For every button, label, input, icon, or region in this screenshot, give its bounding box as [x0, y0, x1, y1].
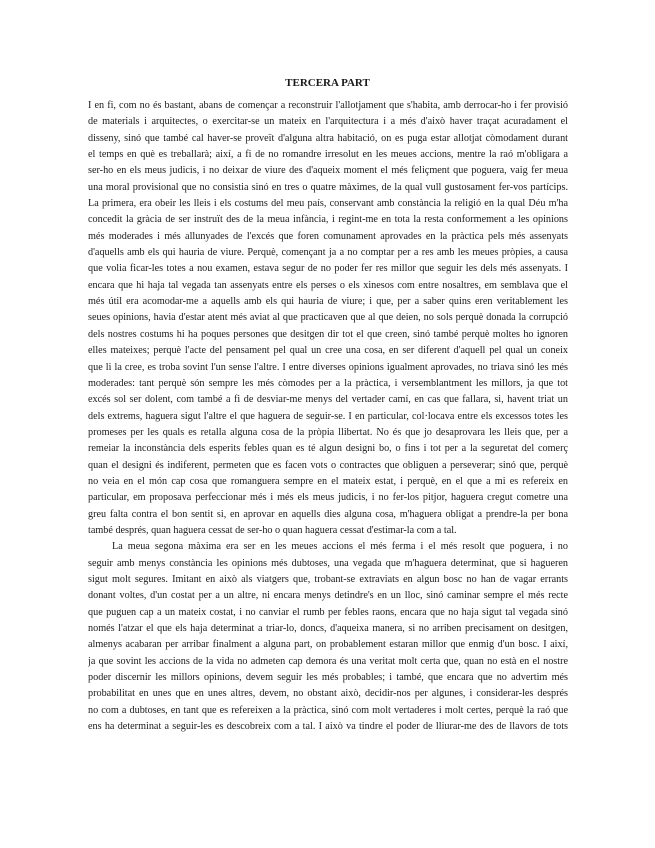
text-line: greu falta contra el bon sentit si, en aprovar en aquells dies alguna cosa, m'haguera obligat a prendre-la per bona [88, 508, 568, 520]
text-line: promeses per les quals es retalla alguna cosa de la pròpia llibertat. No és que jo desaprovara les lleis que, per a [88, 426, 568, 438]
text-line: encara que hi haja tal vegada tan assenyats entre els perses o els xinesos com entre nosaltres, em semblava que el [88, 279, 568, 291]
text-line: d'aquells amb els qui hauria de viure. Perquè, començant ja a no comptar per a res amb les meues pròpies, a causa [88, 247, 568, 259]
text-line: concedit la gràcia de ser instruït des de la meua infància, i regint-me en tota la resta conformement a les opinions [88, 214, 568, 226]
text-line: no veia en el món cap cosa que romanguera sempre en el mateix estat, i perquè, en el que a mi es refereix en [88, 475, 568, 487]
text-line: particular, em proposava perfeccionar més i més els meus judicis, i no fer-los pitjor, haguera cregut cometre una [88, 492, 568, 504]
text-line: almenys acabaran per arribar finalment a alguna part, on probablement estaran millor que enmig d'un bosc. I així, [88, 639, 568, 651]
text-line: ser-ho en els meus judicis, i no deixar de viure des d'aqueix moment el més feliçment que poguera, vaig fer meua [88, 165, 568, 177]
text-line: seguir amb menys constància les opinions més dubtoses, una vegada que m'haguera determinat, que si hagueren [88, 557, 568, 569]
text-line: més útil era acomodar-me a aquells amb els qui hauria de viure; i que, per a saber quins eren veritablement les [88, 296, 568, 308]
text-line: que li la cree, es troba sovint l'un sense l'altre. I entre diverses opinions igualment aprovades, no triava sinó les més [88, 361, 568, 373]
text-line: La primera, era obeir les lleis i els costums del meu país, conservant amb constància la religió en la qual Déu m'ha [88, 198, 568, 210]
text-line: ens ha determinat a seguir-les es descobreix com a tal. I això va tindre el poder de lliurar-me des de llavors de tots [88, 721, 568, 733]
text-line: quan el designi és indiferent, permeten que es facen vots o contractes que obliguen a perseverar; sinó que, perquè [88, 459, 568, 471]
text-line: dels extrems, haguera sigut l'altre el que haguera de seguir-se. I en particular, col·locava entre els excessos totes les [88, 410, 568, 422]
text-line: una moral provisional que no consistia sinó en tres o quatre màximes, de la qual vull gustosament fer-vos partícips. [88, 181, 568, 193]
text-line: el temps en què es treballarà; així, a fi de no romandre irresolut en les meues accions, mentre la raó m'obligara a [88, 149, 568, 161]
text-line: remeiar la inconstància dels esperits febles quan es té algun designi bo, o fins i tot per a la seguretat del comerç [88, 443, 568, 455]
body-text [88, 98, 568, 735]
text-line: dels nostres costums hi ha poques persones que desitgen dir tot el que creen, sinó també perquè moltes ho ignoren [88, 328, 568, 340]
text-line: I en fi, com no és bastant, abans de començar a reconstruir l'allotjament que s'habita, amb derrocar-ho i fer provisió [88, 100, 568, 111]
section-heading: TERCERA PART [285, 77, 370, 89]
text-line: elles mateixes; perquè l'acte del pensament pel qual un cree una cosa, en ser diferent d'aquell pel qual un coneix [88, 345, 568, 357]
text-line: probabilitat en unes que en unes altres, devem, no obstant això, decidir-nos per algunes, i considerar-les després [88, 688, 568, 700]
text-line: ja que sovint les accions de la vida no admeten cap demora és una veritat molt certa que, quan no està en el nostre [88, 655, 568, 667]
text-line: només l'atzar el que els haja determinat a triar-lo, doncs, d'aqueixa manera, si no arriben precisament on desitgen, [88, 623, 568, 634]
text-line: moderades: tant perquè són sempre les més còmodes per a la pràctica, i versemblantment les millors, ja que tot [88, 377, 568, 389]
paragraph [88, 98, 568, 539]
text-line: de materials i arquitectes, o exercitar-se un mateix en l'arquitectura i a més d'això haver traçat acuradament el [88, 116, 568, 128]
text-line: que volia ficar-les totes a nou examen, estava segur de no poder fer res millor que seguir les dels més assenyats. I [88, 263, 568, 275]
text-line: sigut molt segures. Imitant en això als viatgers que, trobant-se extraviats en algun bosc no han de vagar errants [88, 573, 568, 585]
text-line: més moderades i més allunyades de l'excés que foren comunament aprovades en la pràctica pels més assenyats [88, 230, 568, 242]
text-line: no com a dubtoses, en tant que es refereixen a la pràctica, sinó com molt vertaderes i molt certes, perquè la raó que [88, 704, 568, 716]
text-line: que puguen cap a un mateix costat, i no canviar el rumb per febles raons, encara que no haja sigut tal vegada sinó [88, 606, 568, 618]
text-line: disseny, sinó que també cal haver-se proveït d'alguna altra habitació, on es puga estar allotjat còmodament durant [88, 132, 568, 144]
text-line: poder discernir les millors opinions, devem seguir les més probables; i també, que encara que no advertim més [88, 672, 568, 684]
text-line: també després, quan haguera cessat de ser-ho o quan haguera cessat d'estimar-la com a tal. [88, 524, 457, 536]
text-line: donant voltes, d'un costat per a un altre, ni encara menys detindre's en un lloc, sinó caminar sempre el més recte [88, 590, 568, 602]
text-line: seues opinions, havia d'estar atent més aviat al que practicaven que al que deien, no sols perquè donada la corrupció [88, 312, 568, 324]
text-line: La meua segona màxima era ser en les meues accions el més ferma i el més resolt que poguera, i no [112, 541, 568, 553]
text-line: excés sol ser dolent, com també a fi de desviar-me menys del vertader camí, en cas que fallara, si, havent triat un [88, 394, 568, 406]
paragraph [88, 539, 568, 735]
